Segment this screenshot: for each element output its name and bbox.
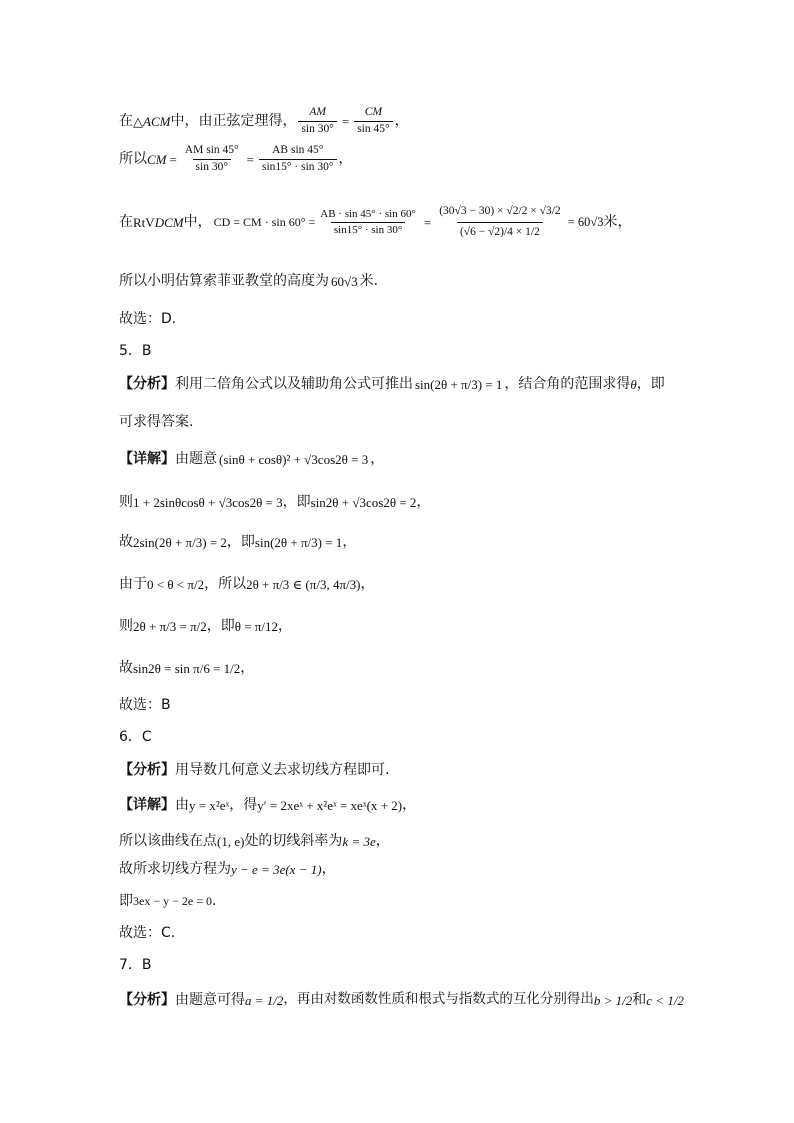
fraction-denominator: sin 30° (298, 121, 336, 136)
line-cm-expression (119, 142, 353, 176)
text: 由题意 (175, 451, 217, 467)
math-expression: sin(2θ + π/3) = 1 (415, 376, 503, 392)
text: ，得 (229, 797, 258, 813)
math-expression: 60√3 (331, 273, 358, 289)
text: ，即 (226, 534, 255, 550)
text: ，即 (636, 376, 665, 392)
text: 故 (119, 660, 133, 676)
text: ，结合角的范围求得 (504, 376, 631, 392)
text: 可求得答案. (119, 414, 194, 430)
text: 在 (119, 214, 133, 230)
text: 中，由正弦定理得， (170, 113, 297, 129)
text: 故 (119, 534, 133, 550)
line-acm-sine-law (119, 104, 409, 138)
text: ， (277, 618, 292, 634)
text: 米． (359, 273, 388, 289)
fraction-denominator: sin 45° (354, 121, 392, 136)
math-expression: 2θ + π/3 = π/2 (133, 618, 207, 634)
math-expression: y = x²eˣ (189, 797, 230, 813)
fraction-numerator: AM sin 45° (184, 144, 239, 156)
text: 所以小明估算索菲亚教堂的高度为 (119, 273, 329, 289)
text: ， (360, 576, 375, 592)
text: ， (402, 797, 417, 813)
fraction-numerator: (30√3 − 30) × √2/2 × √3/2 (439, 205, 561, 217)
fraction (317, 209, 419, 236)
text: ，即 (282, 494, 311, 510)
q5-detail-4 (119, 577, 374, 591)
text: ， (370, 451, 385, 467)
fraction (354, 107, 392, 135)
text: 则 (119, 494, 133, 510)
text: 6．C (119, 729, 152, 745)
math-expression: y′ = 2xeˣ + x²eˣ = xeˣ(x + 2) (257, 797, 403, 813)
text: 则 (119, 618, 133, 634)
text: ，所以 (204, 576, 247, 592)
section-tag: 【详解】 (119, 797, 175, 813)
equals: = (169, 151, 177, 167)
q6-detail-1 (119, 798, 416, 812)
math-text: Rt (133, 214, 146, 230)
text: 由 (175, 797, 189, 813)
math-expression: sin(2θ + π/3) = 1 (254, 534, 343, 550)
text: 由题意可得 (175, 992, 245, 1008)
equals: = (246, 151, 254, 167)
text: ， (375, 833, 390, 849)
text: 5．B (119, 343, 152, 359)
q5-detail-1 (119, 452, 384, 466)
math-expression: θ = π/12 (234, 618, 278, 634)
q5-detail-3 (119, 535, 356, 549)
equals: = (341, 113, 350, 129)
math-expression: 1 + 2sinθcosθ + √3cos2θ = 3 (133, 494, 283, 510)
math-expression: 2θ + π/3 ∈ (π/3, 4π/3) (246, 576, 361, 592)
text: 即 (119, 893, 133, 909)
math-var: CM (147, 151, 167, 167)
math-expression: (1, e) (217, 833, 245, 849)
text: 故选：C. (119, 925, 176, 941)
q5-analysis (119, 377, 665, 391)
math-expression: (sinθ + cosθ)² + √3cos2θ = 3 (219, 451, 369, 467)
text: 在 (119, 113, 133, 129)
q5-detail-2 (119, 495, 430, 509)
section-tag: 【详解】 (119, 451, 175, 467)
text: 中， (183, 214, 212, 230)
math-expression: CD = CM · sin 60° = (213, 215, 316, 229)
math-var: ACM (143, 113, 171, 129)
math-expression: 3ex − y − 2e = 0 (133, 894, 212, 908)
q6-detail-2 (119, 834, 390, 848)
text: 和 (632, 992, 647, 1008)
fraction-denominator: sin15° · sin 30° (259, 159, 337, 174)
text: 7．B (119, 957, 152, 973)
fraction (182, 145, 242, 173)
text: ， (394, 113, 409, 129)
line-conclusion-height (119, 274, 388, 288)
math-expression: = 60√3 (567, 214, 604, 229)
question-6-header (119, 730, 152, 744)
text: ， (338, 151, 353, 167)
math-expression: c < 1/2 (646, 992, 684, 1008)
q5-detail-6 (119, 661, 254, 675)
line-answer-b (119, 698, 171, 712)
section-tag: 【分析】 (119, 992, 175, 1008)
section-tag: 【分析】 (119, 376, 175, 392)
fraction-denominator: (√6 − √2)/4 × 1/2 (457, 222, 543, 239)
fraction-denominator: sin15° · sin 30° (331, 222, 405, 236)
math-var: DCM (154, 214, 184, 230)
fraction-numerator: AB sin 45° (272, 144, 324, 156)
text: 故选：B (119, 697, 171, 713)
text: ， (416, 494, 431, 510)
text: 故所求切线方程为 (119, 861, 231, 877)
math-var: θ (630, 376, 637, 392)
line-answer-d (119, 312, 186, 326)
fraction-denominator: sin 30° (193, 159, 231, 174)
math-expression: b > 1/2 (593, 992, 633, 1008)
question-5-header (119, 344, 152, 358)
math-expression: 2sin(2θ + π/3) = 2 (133, 534, 227, 550)
q6-analysis (119, 763, 389, 777)
fraction-numerator: AB · sin 45° · sin 60° (320, 207, 416, 220)
math-expression: a = 1/2 (245, 992, 284, 1008)
text: 处的切线斜率为 (244, 833, 343, 849)
q5-detail-5 (119, 619, 292, 633)
text: 利用二倍角公式以及辅助角公式可推出 (175, 376, 413, 392)
text: 故选：D． (119, 311, 186, 327)
math-expression: 0 < θ < π/2 (147, 576, 205, 592)
text: ， (240, 660, 255, 676)
q6-detail-4 (119, 894, 226, 908)
q7-analysis (119, 993, 684, 1007)
q5-analysis-cont (119, 415, 193, 429)
fraction (259, 145, 337, 173)
text: ， (321, 861, 336, 877)
text: 所以该曲线在点 (119, 833, 217, 849)
text: ， (342, 534, 357, 550)
math-expression: y − e = 3e(x − 1) (231, 861, 322, 877)
text: 所以 (119, 151, 147, 167)
text: 米， (603, 214, 632, 230)
q6-detail-3 (119, 862, 336, 876)
text: ． (211, 893, 226, 909)
fraction-numerator: AM (309, 106, 326, 118)
text: ，即 (206, 618, 235, 634)
text: 由于 (119, 576, 147, 592)
text: ，再由对数函数性质和根式与指数式的互化分别得出 (283, 991, 594, 1008)
math-expression: sin2θ = sin π/6 = 1/2 (133, 660, 241, 676)
math-expression: k = 3e (342, 833, 376, 849)
triangle-symbol: △ (133, 113, 143, 129)
math-expression: sin2θ + √3cos2θ = 2 (310, 494, 417, 510)
section-tag: 【分析】 (119, 762, 175, 778)
triangle-symbol: V (145, 214, 155, 230)
line-cd-calculation (119, 190, 631, 254)
fraction-numerator: CM (364, 106, 383, 118)
equals: = (423, 214, 432, 230)
text: 用导数几何意义去求切线方程即可. (175, 762, 390, 778)
fraction (436, 206, 563, 238)
question-7-header (119, 958, 152, 972)
line-answer-c (119, 926, 175, 940)
fraction (298, 107, 336, 135)
